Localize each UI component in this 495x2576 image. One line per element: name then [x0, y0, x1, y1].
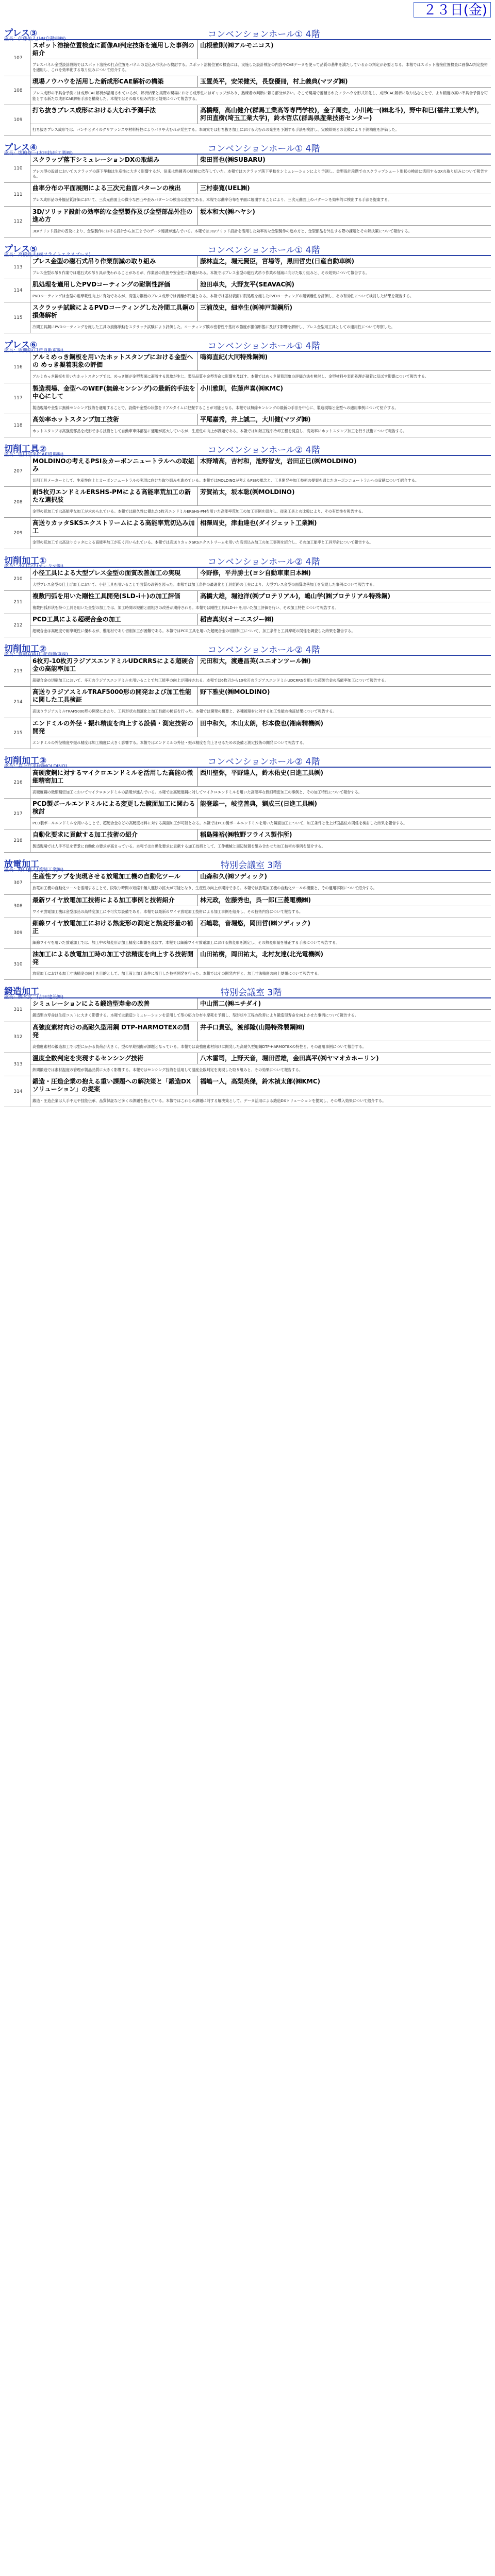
session-chair: 座長：井上洋平(㈱MOLDINO)	[4, 764, 68, 769]
paper-entry	[4, 279, 491, 302]
paper-body	[30, 383, 491, 414]
paper-entry	[4, 568, 491, 591]
paper-authors: 山田祐樹，岡田祐太，北村友達(北光電機㈱)	[200, 951, 323, 958]
paper-title-row	[30, 76, 491, 88]
paper-title-row	[30, 1022, 491, 1041]
paper-title-row	[30, 614, 491, 625]
paper-authors: 石嶋聡，音堀悠，岡田哲(㈱ソディック)	[200, 919, 311, 927]
paper-body	[30, 949, 491, 979]
paper-authors: 三村泰寛(UEL㈱)	[200, 184, 250, 192]
date-box: ２３日(金)	[414, 2, 491, 18]
session-block	[4, 857, 491, 980]
paper-title: シミュレーションによる鍛造型寿命の改善	[30, 998, 198, 1009]
paper-number: 213	[13, 668, 23, 674]
session-chair: 座長：橋本武二(吉田建設㈱)	[4, 995, 64, 1001]
paper-number: 212	[13, 623, 23, 629]
paper-entry	[4, 614, 491, 637]
paper-title: 温度全数判定を実現するセンシング技術	[30, 1053, 198, 1064]
session-header	[4, 442, 491, 456]
paper-authors: 木野靖高，吉村和，池野智支，岩田正巳(㈱MOLDINO)	[200, 457, 357, 465]
paper-authors: 元田和大，渡邊昌英(ユニオンツール㈱)	[200, 657, 311, 665]
paper-body	[30, 718, 491, 749]
paper-title: 肌処理を適用したPVDコーティングの耐剥性評価	[30, 279, 198, 290]
session-chair: 座長：小川尚史(オークマ㈱)	[4, 564, 64, 569]
paper-body	[30, 207, 491, 237]
paper-title-row	[30, 302, 491, 321]
paper-authors: 鳴海直紀(大同特殊鋼㈱)	[200, 353, 268, 361]
session-title: 鍛造加工	[4, 987, 39, 997]
paper-body	[30, 76, 491, 104]
paper-authors: 井手口貴弘，渡部隆(山陽特殊製鋼㈱)	[200, 1023, 305, 1031]
session-block	[4, 242, 491, 334]
paper-authors: 三浦茂史，細幸生(㈱神戸製鋼所)	[200, 304, 292, 312]
paper-number: 307	[13, 880, 23, 886]
paper-number: 108	[13, 88, 23, 93]
paper-number: 117	[13, 396, 23, 401]
paper-abstract: 超硬合金は高硬度で耐摩耗性に優れるが、難削材であり切削加工が困難である。本報ではPCD工具を用いた超硬合金の切削加工について、加工条件と工具摩耗の関係を調査した結果を報告する。	[32, 629, 355, 634]
paper-entry	[4, 76, 491, 105]
paper-entry	[4, 1053, 491, 1076]
session-title: 切削工具②	[4, 444, 47, 455]
paper-title-row	[30, 40, 491, 59]
paper-entry	[4, 656, 491, 687]
paper-body	[30, 656, 491, 686]
paper-title: スクラップ落下シミュレーションDXの取組み	[30, 155, 198, 165]
paper-body	[30, 614, 491, 637]
paper-title: 小径工具による大型プレス金型の面質改善加工の実現	[30, 568, 198, 579]
paper-title: 高硬度鋼に対するマイクロエンドミルを活用した高能の微細精密加工	[30, 768, 198, 786]
paper-abstract: 放電加工における加工寸法精度の向上を目的として、加工液と加工条件に着目した技術開発を行った。本報ではその開発内容と、加工寸法精度の向上効果について報告する。	[32, 971, 322, 976]
paper-number: 308	[13, 903, 23, 909]
paper-authors: 高橋翔，高山健介(群馬工業高等専門学校)，金子周史，小川純一(㈱北斗)，野中和巳(福井工業大学)，河田直樹(埼玉工業大学)，鈴木哲広(群馬県産業技術センター)	[200, 106, 483, 122]
paper-number: 109	[13, 117, 23, 123]
paper-entry	[4, 949, 491, 980]
paper-entry	[4, 383, 491, 414]
paper-title-row	[30, 1076, 491, 1095]
paper-number: 118	[13, 422, 23, 428]
paper-entry	[4, 895, 491, 918]
paper-authors: 稲吉真実(オーエスジー㈱)	[200, 616, 274, 623]
paper-number: 309	[13, 930, 23, 936]
paper-body	[30, 456, 491, 486]
paper-entry	[4, 799, 491, 829]
session-header	[4, 337, 491, 352]
paper-title-row	[30, 895, 491, 906]
paper-entry	[4, 352, 491, 383]
session-room: コンベンションホール② 4階	[208, 445, 320, 456]
paper-abstract: 打ち抜きプレス成形では、パンチとダイのクリアランスや材料特性によりバリや大むれが発生する。本研究では打ち抜き加工における大むれの発生を予測する手法を検討し、実験結果との比較により予測精度を評価した。	[32, 127, 399, 132]
paper-number: 114	[13, 288, 23, 294]
paper-abstract: 3D/ソリッド設計の普及により、金型製作における設計から加工までのデータ連携が進んでいる。本報では3D/ソリッド設計を活用した効率的な金型製作の進め方と、金型部品を外注する際の課題とその解決策について報告する。	[32, 228, 412, 233]
paper-number: 207	[13, 468, 23, 474]
paper-authors: 平尾嘉秀，井上誠二，大川健(マツダ㈱)	[200, 415, 311, 423]
paper-title: 曲率分布の平面展開による三次元曲面パターンの検出	[30, 183, 198, 194]
paper-number: 312	[13, 1035, 23, 1040]
session-block	[4, 337, 491, 437]
session-header	[4, 242, 491, 256]
paper-abstract: アルミめっき鋼板を用いたホットスタンプでは、めっき層が金型表面に凝着する現象が生じ、製品品質や金型寿命に影響を及ぼす。本報ではめっき凝着現象の評価方法を検討し、金型材料や表面処理が凝着に及ぼす影響について報告する。	[32, 374, 428, 379]
paper-body	[30, 568, 491, 590]
paper-title-row	[30, 591, 491, 602]
paper-entry	[4, 591, 491, 614]
paper-number: 311	[13, 1007, 23, 1013]
session-room: コンベンションホール① 4階	[208, 341, 320, 352]
session-chair: 座長：豊嶋直樹(日産自動車㈱)	[4, 652, 69, 658]
paper-abstract: 製造現場では人手不足を背景に自動化の要求が高まっている。本報では自動化要求に貢献する加工技術として、工作機械と周辺装置を組み合わせた加工技術の事例を紹介する。	[32, 844, 325, 849]
paper-abstract: PVDコーティングは金型の耐摩耗性向上に有効であるが、高張力鋼板のプレス成形では剥離が問題となる。本報では基材表面に肌処理を施したPVDコーティングの耐剥離性を評価し、その有効性について検討した結果を報告する。	[32, 294, 414, 299]
paper-entry	[4, 456, 491, 487]
paper-entry	[4, 183, 491, 206]
session-room: 特別会議室 3階	[221, 860, 282, 871]
paper-number: 209	[13, 531, 23, 536]
paper-body	[30, 487, 491, 517]
paper-title-row	[30, 414, 491, 426]
paper-title-row	[30, 456, 491, 475]
paper-title-row	[30, 768, 491, 787]
paper-authors: 野下雅史(㈱MOLDINO)	[200, 688, 270, 696]
paper-entry	[4, 998, 491, 1022]
paper-number: 210	[13, 576, 23, 582]
session-chair: 座長：塩飽修一(本田技研工業㈱)	[4, 151, 73, 157]
session-chair: 座長：坂間皓(日産自動車㈱)	[4, 348, 64, 354]
paper-title-row	[30, 687, 491, 706]
paper-entry	[4, 718, 491, 749]
paper-title: PCD工具による超硬合金の加工	[30, 614, 198, 625]
paper-authors: 能登雄一，岐堂善典，劉成三(日進工具㈱)	[200, 800, 317, 808]
paper-body	[30, 998, 491, 1021]
paper-title-row	[30, 256, 491, 267]
paper-number: 314	[13, 1089, 23, 1094]
paper-title-row	[30, 949, 491, 968]
session-title: プレス③	[4, 28, 38, 39]
paper-body	[30, 279, 491, 302]
paper-number: 218	[13, 838, 23, 844]
paper-entry	[4, 256, 491, 279]
session-room: コンベンションホール② 4階	[208, 756, 320, 767]
paper-abstract: 金型の荒加工では高能率な加工が求められている。本報では耐久性に優れた5枚刃エンドミルERSHS-PMを用いた高能率荒加工の加工事例を紹介し、従来工具との比較により、その有効性を報告する。	[32, 509, 366, 514]
paper-title-row	[30, 656, 491, 675]
paper-abstract: ホットスタンプは高強度部品を成形できる技術として自動車車体部品に適用が拡大しているが、生産性の向上が課題である。本報では加熱工程や冷却工程を見直し、高効率にホットスタンプ加工を行う技術について報告する。	[32, 428, 407, 433]
paper-abstract: プレスパネル金型設計段階ではスポット溶接の打点位置をパネルの見込み形状から検討する。スポット溶接位置の検査には、実施した設計検証の内容やCAEデータを使って品質の基準を満たしているかの判定が必要となる。本報ではスポット溶接位置検査に画像AI判定技術を適用し、これを効率化する取り組みについて紹介する。	[32, 62, 488, 73]
paper-title: 3D/ソリッド設計の効率的な金型製作及び金型部品外注の進め方	[30, 207, 198, 225]
paper-title-row	[30, 918, 491, 937]
paper-entry	[4, 207, 491, 238]
paper-number: 113	[13, 264, 23, 270]
paper-title-row	[30, 207, 491, 226]
paper-title: 自動化要求に貢献する加工技術の紹介	[30, 829, 198, 840]
paper-abstract: 大型プレス金型の仕上げ加工において、小径工具を用いることで面質の改善を図った。本報では加工条件の最適化と工具経路の工夫により、大型プレス金型の面質改善加工を実現した事例について報告する。	[32, 582, 377, 587]
paper-title: 製造現場、金型へのWEF(無線センシング)の最新的手法を中心にして	[30, 383, 198, 402]
paper-title: 高送りラジアスミルTRAF5000形の開発および加工性能に関した工具検証	[30, 687, 198, 705]
paper-authors: 相澤周史，津曲達也(ダイジェット工業㈱)	[200, 519, 317, 527]
paper-number: 313	[13, 1061, 23, 1067]
paper-title-row	[30, 279, 491, 291]
sessions-list	[4, 26, 491, 1107]
paper-title: 打ち抜きプレス成形における大むれ予測手法	[30, 105, 198, 124]
paper-body	[30, 1076, 491, 1107]
paper-entry	[4, 40, 491, 76]
date-header	[4, 2, 491, 21]
paper-abstract: 鍛造型の寿命は生産コストに大きく影響する。本報では鍛造シミュレーションを活用して型の応力分布や摩耗を予測し、型形状や工程の改善により鍛造型寿命を向上させた事例について報告する。	[32, 1013, 358, 1018]
paper-entry	[4, 1076, 491, 1107]
paper-body	[30, 918, 491, 948]
paper-authors: 坂本和大(㈱ハヤシ)	[200, 208, 255, 215]
session-block	[4, 553, 491, 638]
paper-body	[30, 871, 491, 894]
paper-abstract: ワイヤ放電加工機は金型部品の高精度加工に不可欠な設備である。本報では最新のワイヤ放電加工技術による加工事例を紹介し、その技術内容について報告する。	[32, 909, 303, 914]
paper-title-row	[30, 183, 491, 194]
paper-title-row	[30, 518, 491, 537]
paper-authors: 高橋大雄，堀池洋(㈱プロテリアル)，嶋山学(㈱プロテリアル特殊鋼)	[200, 592, 390, 600]
paper-title: 高強度素材向けの高耐久型用鋼 DTP-HARMOTEXの開発	[30, 1022, 198, 1041]
paper-authors: 八木雷司，上野天音，堀田哲雄，金田真平(㈱ヤマオカホーリン)	[200, 1054, 379, 1062]
paper-entry	[4, 518, 491, 549]
session-block	[4, 442, 491, 549]
paper-body	[30, 352, 491, 382]
paper-body	[30, 687, 491, 717]
paper-body	[30, 895, 491, 918]
paper-body	[30, 829, 491, 852]
session-header	[4, 984, 491, 1001]
paper-authors: 林元政，佐藤秀也，呉一郎(三菱電機㈱)	[200, 896, 311, 904]
paper-title: 6枚刃-10枚刃ラジアスエンドミルUDCRRSによる超硬合金の高能率加工	[30, 656, 198, 674]
paper-authors: 稲島隆裕(㈱牧野フライス製作所)	[200, 831, 292, 839]
session-title: プレス⑥	[4, 340, 38, 351]
paper-abstract: 金型の荒加工では高送りカッタによる高能率加工が広く用いられている。本報では高送りカッタSKSエクストリームを用いた高切込み加工の加工事例を紹介し、その加工能率と工具寿命について報告する。	[32, 540, 373, 545]
paper-authors: 小川雅則，佐藤声喜(㈱KMC)	[200, 384, 284, 392]
paper-entry	[4, 1022, 491, 1053]
session-title: 放電加工	[4, 859, 39, 870]
session-header	[4, 140, 491, 155]
session-block	[4, 753, 491, 853]
paper-entry	[4, 105, 491, 136]
paper-abstract: エンドミルの外径精度や振れ精度は加工精度に大きく影響する。本報ではエンドミルの外径・振れ精度を向上させるための設備と測定技術の開発について報告する。	[32, 740, 307, 745]
paper-abstract: 鍛造・圧造企業は人手不足や技能伝承、品質保証など多くの課題を抱えている。本報ではこれらの課題に対する解決策として、データ活用による鍛造DXソリューションを提案し、その導入効果について紹介する。	[32, 1098, 386, 1103]
paper-authors: 山根雅則(㈱アルモニコス)	[200, 42, 274, 49]
paper-authors: 山森和久(㈱ソディック)	[200, 873, 268, 880]
paper-authors: 福嶋一人，高梨英傑，鈴木禎太郎(㈱KMC)	[200, 1077, 321, 1085]
paper-body	[30, 1022, 491, 1053]
paper-body	[30, 768, 491, 798]
paper-title: エンドミルの外径・振れ精度を向上する設備・測定技術の開発	[30, 718, 198, 737]
paper-abstract: プレス成形品の外観品質評価において、三次元曲面上の微小な凹凸や歪みパターンの検出は重要である。本報では曲率分布を平面に展開することにより、三次元曲面上のパターンを効率的に検出する手法を提案する。	[32, 197, 392, 202]
session-chair: 座長：塩田浩平(CAE道場㈱)	[4, 452, 64, 458]
paper-title-row	[30, 487, 491, 506]
paper-number: 310	[13, 961, 23, 967]
paper-abstract: 熱間鍛造では素材温度の管理が製品品質に大きく影響する。本報ではセンシング技術を活用して温度全数判定を実現した取り組みと、その効果について報告する。	[32, 1067, 303, 1072]
session-room: コンベンションホール② 4階	[208, 645, 320, 656]
paper-abstract: 高強度素材の鍛造加工では型にかかる負荷が大きく、型の早期損傷が課題となっている。本報では高強度素材向けに開発した高耐久型用鋼DTP-HARMOTEXの特性と、その適用事例について報告する。	[32, 1044, 366, 1049]
paper-title-row	[30, 155, 491, 166]
paper-entry	[4, 414, 491, 437]
paper-authors: 西川聖弥，平野達人，鈴木佑史(日進工具㈱)	[200, 769, 323, 776]
paper-title: PCD製ボールエンドミルによる変更した鏡面加工に関わる検討	[30, 799, 198, 817]
paper-number: 116	[13, 365, 23, 370]
session-chair: 座長：野口雅人(菱精工業㈱)	[4, 868, 64, 873]
paper-abstract: プレス成形の不具合予測には成形CAE解析が活用されているが、解析結果と実際の現場における成形性にはギャップがあり、熟練者の判断に頼る部分が多い。そこで現場で蓄積されたノウハウを形式知化し、成形CAE解析に取り込むことで、より精度の高い不具合予測を可能とする新たな成形CAE解析手法を構築した。本報ではその取り組み内容と効果について報告する。	[32, 91, 488, 101]
session-header	[4, 553, 491, 568]
paper-title: 複数円弧を用いた剛性工具開発(SLD-i＋)の加工評価	[30, 591, 198, 602]
paper-abstract: 細線ワイヤを用いた放電加工では、加工中の熱変形が加工精度に影響を及ぼす。本報では細線ワイヤ放電加工における熱変形を測定し、その熱変形量を補正する手法について報告する。	[32, 940, 340, 945]
paper-title-row	[30, 352, 491, 371]
paper-authors: 田中和矢，木山太朗，杉本俊也(湘南精機㈱)	[200, 719, 323, 727]
session-header	[4, 857, 491, 871]
paper-abstract: プレス金型の吊り作業では磁石式の吊り具が使われることがあるが、作業者の負担や安全性に課題がある。本報ではプレス金型の磁石式吊り作業の削減に向けた取り組みと、その効果について報告する。	[32, 270, 369, 275]
session-block	[4, 984, 491, 1107]
paper-title: スポット溶接位置検査に画像AI判定技術を適用した事例の紹介	[30, 40, 198, 59]
session-title: 切削加工②	[4, 644, 47, 655]
paper-title: アルミめっき鋼板を用いたホットスタンプにおける金型への めっき凝着現象の評価	[30, 352, 198, 370]
paper-authors: 今野修，平井勝士(ヨシ自動車東日本㈱)	[200, 569, 311, 577]
paper-abstract: 複数円弧形状を持つ工具を用いた金型の加工では、加工時間の短縮と面粗さの改善が期待される。本報では剛性工具SLD-i＋を用いた加工評価を行い、その加工特性について報告する。	[32, 605, 339, 610]
paper-title: 生産性アップを実現させる放電加工機の自動化ツール	[30, 871, 198, 882]
paper-body	[30, 302, 491, 333]
paper-number: 111	[13, 192, 23, 197]
paper-title-row	[30, 871, 491, 883]
paper-abstract: 製造現場や金型に無線センシング技術を適用することで、設備や金型の状態をリアルタイムに把握することが可能となる。本報では無線センシングの最新の手法を中心に、製造現場と金型への適用事例について紹介する。	[32, 405, 399, 410]
paper-title-row	[30, 1053, 491, 1064]
paper-abstract: PCD製ボールエンドミルを用いることで、超硬合金などの高硬度材料に対する鏡面加工が可能となる。本報ではPCD製ボールエンドミルを用いた鏡面加工について、加工条件と仕上げ面品位の関係を検討した結果を報告する。	[32, 821, 407, 826]
paper-title: MOLDINOの考えるPSI＆カーボンニュートラルへの取組み	[30, 456, 198, 474]
paper-title: 現場ノウハウを活用した新成形CAE解析の構築	[30, 76, 198, 87]
paper-body	[30, 591, 491, 614]
paper-authors: 中山雷二(㈱ニチダイ)	[200, 1000, 261, 1008]
paper-body	[30, 799, 491, 829]
paper-authors: 玉置英平，安栄健天，長登優冊，村上義典(マツダ㈱)	[200, 78, 348, 86]
session-title: 切削加工③	[4, 755, 47, 766]
session-header	[4, 641, 491, 656]
paper-title-row	[30, 105, 491, 124]
session-header	[4, 753, 491, 768]
session-room: コンベンションホール① 4階	[208, 29, 320, 40]
paper-number: 211	[13, 599, 23, 605]
paper-entry	[4, 487, 491, 518]
paper-number: 216	[13, 780, 23, 786]
session-block	[4, 641, 491, 749]
paper-title: 高効率ホットスタンプ加工技術	[30, 414, 198, 425]
paper-title-row	[30, 568, 491, 579]
session-header	[4, 26, 491, 40]
paper-abstract: 高硬度鋼の微細精密加工においてマイクロエンドミルの活用が進んでいる。本報では高硬度鋼に対してマイクロエンドミルを用いた高能率な微細精密加工の事例と、その加工特性について報告する。	[32, 789, 362, 794]
paper-number: 215	[13, 731, 23, 736]
session-block	[4, 140, 491, 238]
paper-number: 110	[13, 166, 23, 172]
paper-title-row	[30, 829, 491, 841]
paper-entry	[4, 829, 491, 853]
paper-body	[30, 256, 491, 279]
paper-title: プレス金型の磁石式吊り作業削減の取り組み	[30, 256, 198, 267]
paper-abstract: 冷間工具鋼にPVDコーティングを施した工具の損傷挙動をスクラッチ試験により評価した。コーティング膜の密着性や基材の強度が損傷形態に及ぼす影響を解析し、プレス金型用工具としての適用性について考察した。	[32, 325, 395, 330]
paper-title-row	[30, 799, 491, 818]
paper-title: 油加工による放電加工時の加工寸法精度を向上する技術開発	[30, 949, 198, 968]
paper-number: 112	[13, 219, 23, 225]
paper-body	[30, 155, 491, 182]
session-chair: 座長：伊藤佑人(ﾄﾖﾀ自動車㈱)	[4, 37, 66, 42]
paper-authors: 藤林直之，堀元賢臣，宮場等，黒田哲史(日産自動車㈱)	[200, 257, 354, 265]
session-title: プレス④	[4, 143, 38, 154]
paper-authors: 柴田晋也(㈱SUBARU)	[200, 156, 266, 164]
paper-abstract: 切削工具メーカーとして、生産性向上とカーボンニュートラルの実現に向けた取り組みを進めている。本報ではMOLDINOが考えるPSIの概念と、工具開発や加工技術の提案を通じたカーボンニュートラルへの貢献について紹介する。	[32, 478, 419, 483]
paper-number: 115	[13, 315, 23, 320]
paper-entry	[4, 302, 491, 333]
session-room: コンベンションホール① 4階	[208, 144, 320, 155]
paper-title: スクラッチ試験によるPVDコーティングした冷間工具鋼の損傷解析	[30, 302, 198, 321]
paper-abstract: 超硬合金の切削加工において、多刃のラジアスエンドミルを用いることで加工能率の向上が期待される。本報では6枚刃から10枚刃のラジアスエンドミルUDCRRSを用いた超硬合金の高能率加工について報告する。	[32, 678, 389, 683]
paper-abstract: 放電加工機の自動化ツールを活用することで、段取り時間の短縮や無人運転の拡大が可能となり、生産性の向上が期待できる。本報では放電加工機の自動化ツールの概要と、その適用事例について紹介する。	[32, 886, 377, 891]
session-chair: 座長：高橋鉄夫(㈱フライトエクスプレス)	[4, 252, 91, 258]
paper-number: 214	[13, 700, 23, 705]
paper-number: 208	[13, 499, 23, 505]
paper-body	[30, 183, 491, 206]
paper-title-row	[30, 718, 491, 737]
paper-entry	[4, 918, 491, 949]
paper-title: 耐5枚刃エンドミルERSHS-PMによる高能率荒加工の新たな選択肢	[30, 487, 198, 505]
session-room: コンベンションホール① 4階	[208, 245, 320, 256]
paper-authors: 芳賀祐太，坂本聡(㈱MOLDINO)	[200, 488, 295, 496]
paper-number: 107	[13, 55, 23, 61]
paper-abstract: プレス型の設計においてスクラップの落下挙動は生産性に大きく影響するが、従来は熟練者の経験に依存していた。本報ではスクラップ落下挙動をシミュレーションにより予測し、金型設計段階でのスクラップシュート形状の検討に活用するDXの取り組みについて報告する。	[32, 169, 488, 179]
paper-authors: 池田卓夫，大野友平(SEAVAC㈱)	[200, 281, 294, 289]
paper-body	[30, 1053, 491, 1076]
paper-title: 鍛造・圧造企業の抱える重い課題への解決策と「鍛造DXソリューション」の提案	[30, 1076, 198, 1095]
paper-entry	[4, 687, 491, 718]
paper-body	[30, 414, 491, 437]
paper-title: 最新ワイヤ放電加工技術による加工事例と技術紹介	[30, 895, 198, 906]
paper-body	[30, 105, 491, 135]
session-block	[4, 26, 491, 136]
session-room: コンベンションホール② 4階	[208, 556, 320, 567]
paper-entry	[4, 768, 491, 799]
paper-entry	[4, 871, 491, 894]
paper-title-row	[30, 998, 491, 1010]
paper-number: 217	[13, 811, 23, 817]
session-title: 切削加工①	[4, 555, 47, 566]
paper-title: 細線ワイヤ放電加工における熱変形の測定と熱変形量の補正	[30, 918, 198, 937]
paper-entry	[4, 155, 491, 183]
paper-title: 高送りカッタSKSエクストリームによる高能率荒切込み加工	[30, 518, 198, 536]
paper-title-row	[30, 383, 491, 402]
session-room: 特別会議室 3階	[221, 988, 282, 998]
paper-body	[30, 518, 491, 548]
paper-abstract: 高送りラジアスミルTRAF5000形の開発にあたり、工具形状の最適化と加工性能の検証を行った。本報では開発の概要と、各種被削材に対する加工性能の検証結果について報告する。	[32, 709, 337, 714]
paper-body	[30, 40, 491, 76]
session-title: プレス⑤	[4, 244, 38, 255]
